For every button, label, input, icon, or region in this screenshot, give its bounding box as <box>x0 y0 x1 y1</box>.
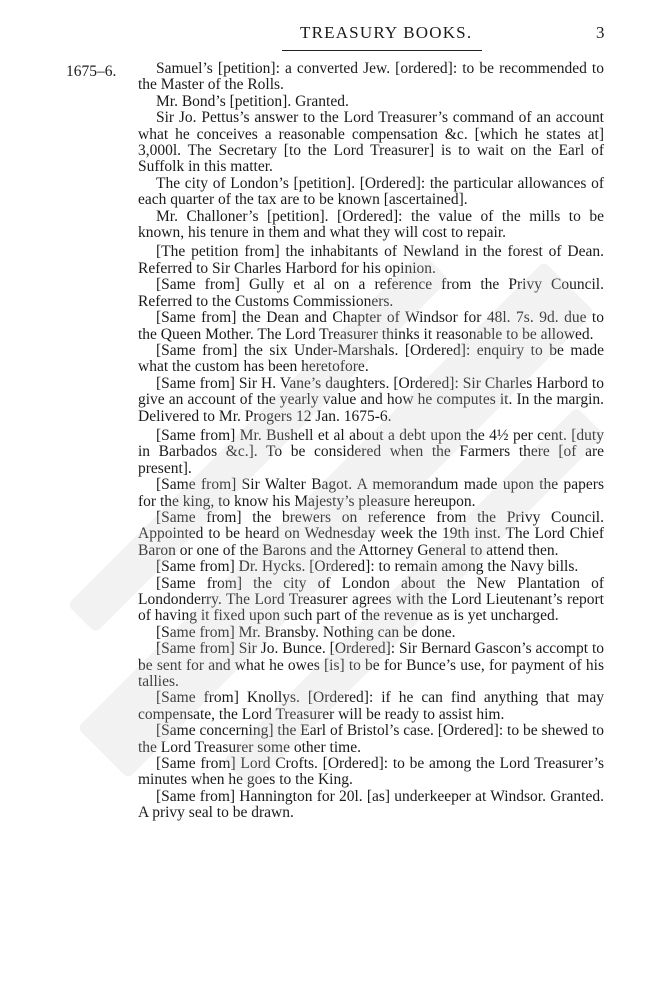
entry-hycks: [Same from] Dr. Hycks. [Ordered]: to remain among the Navy bills. <box>156 558 579 576</box>
entry-windsor-dean: [Same from] the Dean and Chapter of Windsor for 48l. 7s. 9d. due to the Queen Mother. The Lord Treasurer thinks it reasonable to be allowed. <box>138 309 604 343</box>
entry-vane-daughters: [Same from] Sir H. Vane’s daughters. [Ordered]: Sir Charles Harbord to give an account of the yearly value and how he computes it. In the margin. Delivered to Mr. Progers 12 Jan. 1675-6. <box>138 374 604 425</box>
entry-hannington: [Same from] Hannington for 20l. [as] underkeeper at Windsor. Granted. A privy seal to be drawn. <box>138 787 604 822</box>
body-text <box>138 61 604 822</box>
entry-bushell: [Same from] Mr. Bushell et al about a debt upon the 4½ per cent. [duty in Barbados &c.]. To be considered when the Farmers there [of are present]. <box>138 426 604 477</box>
entry-knollys: [Same from] Knollys. [Ordered]: if he can find anything that may compensate, the Lord Treasurer will be ready to assist him. <box>138 689 604 723</box>
entry-city-of-london: The city of London’s [petition]. [Ordered]: the particular allowances of each quarter of the tax are to be known [ascertained]. <box>138 174 604 209</box>
page-number: 3 <box>596 23 605 42</box>
entry-pettus: Sir Jo. Pettus’s answer to the Lord Treasurer’s command of an account what he conceives a reasonable compensation &c. [which he states at] 3,000l. The Secretary [to the Lord Treasurer] is to wait on the Earl of Suffolk in this matter. <box>138 109 604 176</box>
entry-bond: Mr. Bond’s [petition]. Granted. <box>156 92 349 110</box>
entry-gully: [Same from] Gully et al on a reference from the Privy Council. Referred to the Customs Commissioners. <box>138 276 604 310</box>
entry-londonderry: [Same from] the city of London about the New Plantation of Londonderry. The Lord Treasurer agrees with the Lord Lieutenant’s report of having it fixed upon such part of the revenue as is yet uncharged. <box>138 574 604 625</box>
entry-under-marshals: [Same from] the six Under-Marshals. [Ordered]: enquiry to be made what the custom has been heretofore. <box>138 341 604 376</box>
entry-bristol: [Same concerning] the Earl of Bristol’s case. [Ordered]: to be shewed to the Lord Treasurer some other time. <box>138 722 604 756</box>
entry-crofts: [Same from] Lord Crofts. [Ordered]: to be among the Lord Treasurer’s minutes when he goes to the King. <box>138 755 604 789</box>
entry-bunce: [Same from] Sir Jo. Bunce. [Ordered]: Sir Bernard Gascon’s accompt to be sent for and what he owes [is] to be for Bunce’s use, for payment of his tallies. <box>138 640 604 691</box>
entry-brewers: [Same from] the brewers on reference from the Privy Council. Appointed to be heard on Wednesday week the 19th inst. The Lord Chief Baron or one of the Barons and the Attorney General to attend then. <box>138 508 604 559</box>
entry-bransby: [Same from] Mr. Bransby. Nothing can be done. <box>156 623 456 641</box>
running-header-title: TREASURY BOOKS. <box>300 23 473 42</box>
margin-year: 1675–6. <box>66 63 117 80</box>
entry-samuel: Samuel’s [petition]: a converted Jew. [ordered]: to be recommended to the Master of the Rolls. <box>138 60 604 94</box>
entry-challoner: Mr. Challoner’s [petition]. [Ordered]: the value of the mills to be known, his tenure in them and what they will cost to repair. <box>138 207 604 242</box>
header-rule <box>282 50 482 51</box>
entry-bagot: [Same from] Sir Walter Bagot. A memorandum made upon the papers for the king, to know his Majesty’s pleasure hereupon. <box>138 476 604 510</box>
entry-newland: [The petition from] the inhabitants of Newland in the forest of Dean. Referred to Sir Charles Harbord for his opinion. <box>138 243 604 277</box>
